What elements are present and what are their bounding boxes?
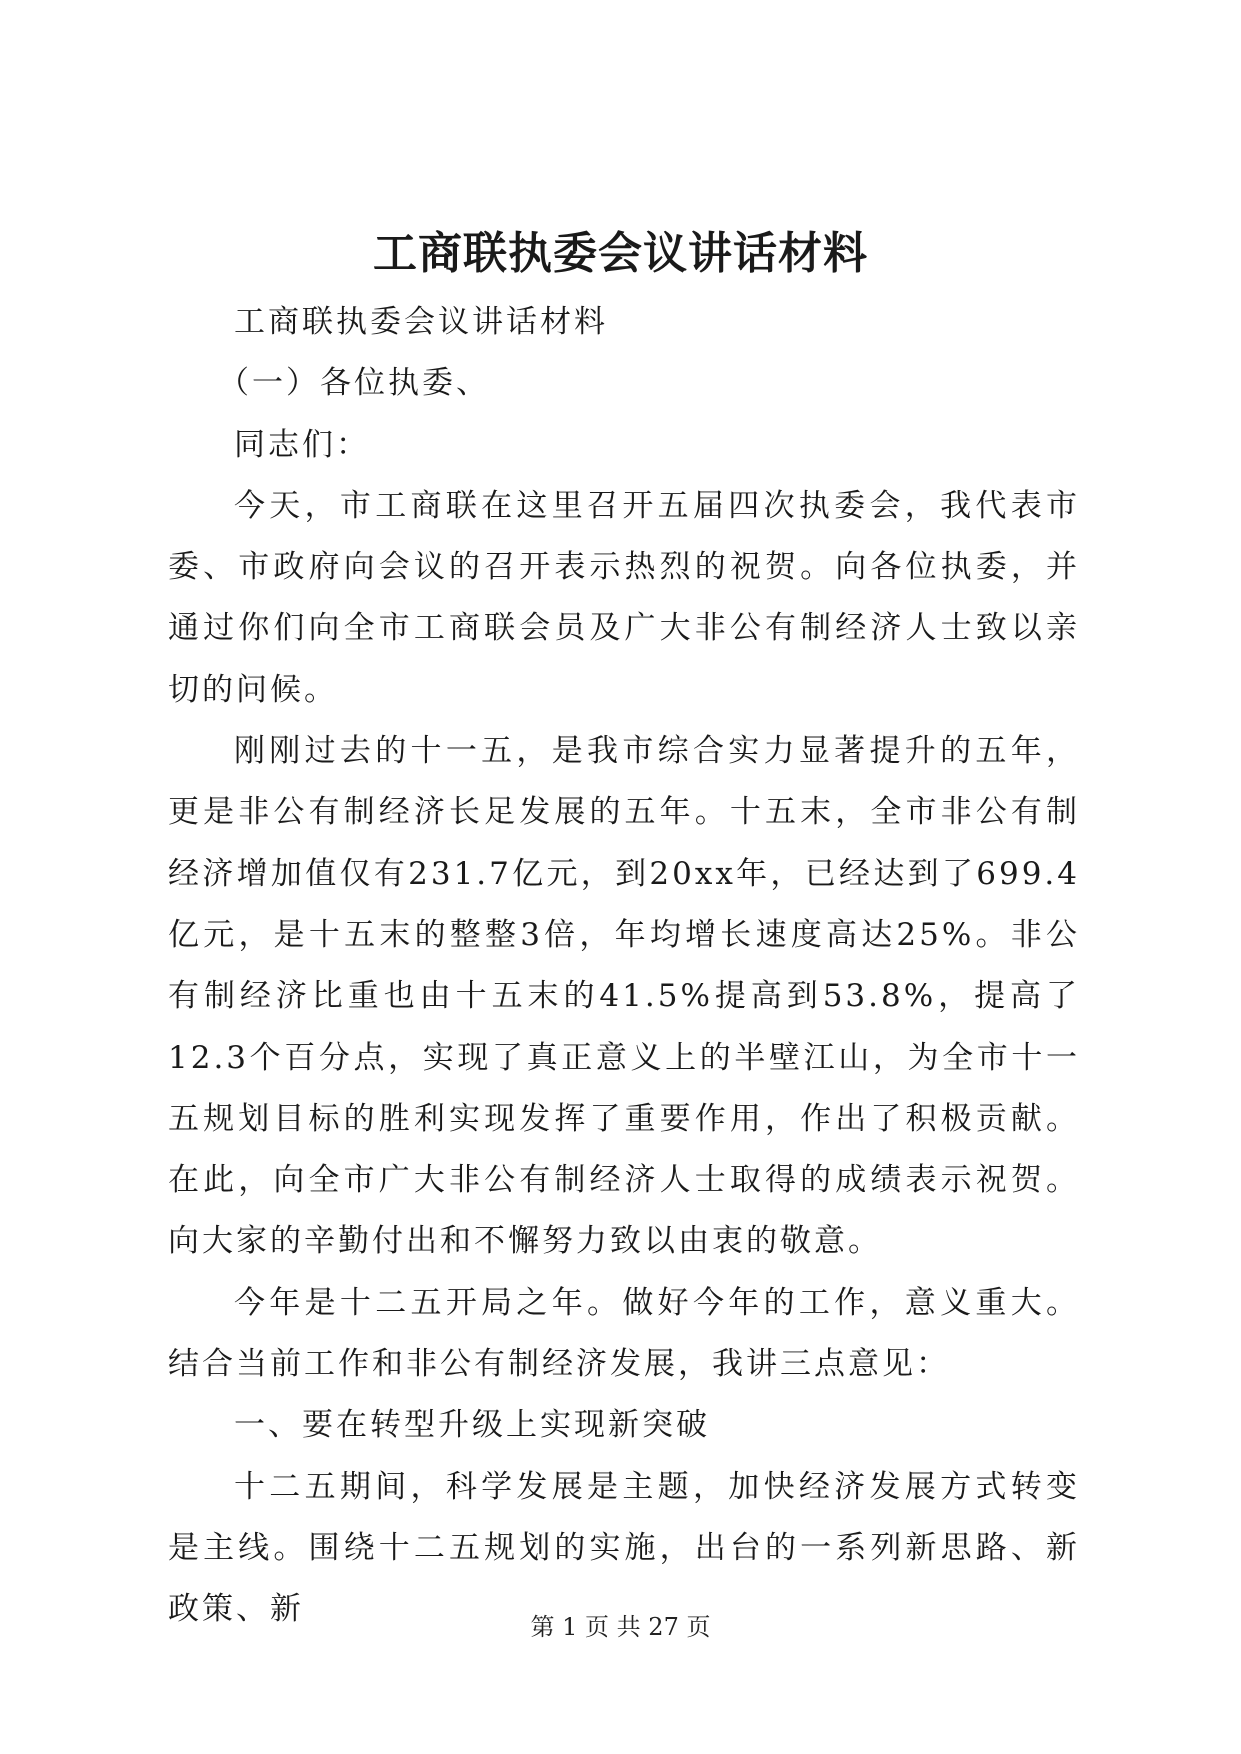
- paragraph-review: 刚刚过去的十一五，是我市综合实力显著提升的五年，更是非公有制经济长足发展的五年。十五末，全市非公有制经济增加值仅有231.7亿元，到20xx年，已经达到了699.4亿元，是十五末的整整3倍，年均增长速度高达25%。非公有制经济比重也由十五末的41.5%提高到53.8%，提高了12.3个百分点，实现了真正意义上的半壁江山，为全市十一五规划目标的胜利实现发挥了重要作用，作出了积极贡献。在此，向全市广大非公有制经济人士取得的成绩表示祝贺。向大家的辛勤付出和不懈努力致以由衷的敬意。: [168, 733, 1080, 1260]
- paragraph-salutation: 同志们：: [234, 426, 370, 463]
- paragraph-opening: 今天，市工商联在这里召开五届四次执委会，我代表市委、市政府向会议的召开表示热烈的祝贺。向各位执委，并通过你们向全市工商联会员及广大非公有制经济人士致以亲切的问候。: [168, 487, 1080, 708]
- paragraph-transformation: 十二五期间，科学发展是主题，加快经济发展方式转变是主线。围绕十二五规划的实施，出台的一系列新思路、新政策、新: [168, 1468, 1080, 1628]
- paragraph-section-one: （一）各位执委、: [218, 365, 490, 402]
- paragraph-outlook: 今年是十二五开局之年。做好今年的工作，意义重大。结合当前工作和非公有制经济发展，我讲三点意见：: [168, 1284, 1080, 1383]
- page-footer: 第 1 页 共 27 页: [530, 1613, 711, 1641]
- paragraph-subtitle: 工商联执委会议讲话材料: [234, 304, 608, 340]
- paragraph-heading-one: 一、要在转型升级上实现新突破: [234, 1407, 710, 1444]
- document-body: [168, 292, 1080, 1641]
- document-title: 工商联执委会议讲话材料: [373, 228, 868, 279]
